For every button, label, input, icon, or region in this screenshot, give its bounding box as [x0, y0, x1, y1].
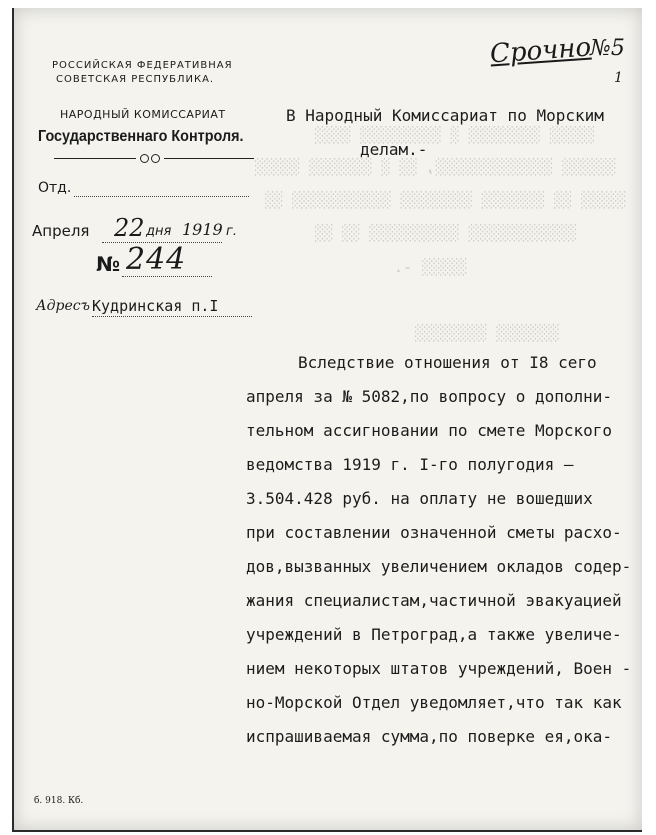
bleed-through-line: ░░░░░░░ ░░░░░░░░ [414, 324, 559, 342]
number-value: 244 [126, 242, 187, 277]
header-ornament [54, 154, 254, 164]
date-day: 22 [114, 214, 145, 242]
recipient-line-1: В Народный Комиссариат по Морским [286, 106, 604, 125]
bleed-through-line: ░░░░░ ░░ ░░░░░░░ ░░░░░░░░ ░░░░░░░░░░░ ░░ [264, 191, 626, 209]
body-line: апреля за № 5082,по вопросу о дополни- [246, 387, 613, 406]
body-line: ведомства 1919 г. I-го полугодия — [246, 455, 574, 474]
urgent-stamp: Срочно [489, 32, 593, 70]
bleed-through-line: ░░░░░ ░░░░░░░░ ░ ░░░░░░░░░ ░░░░ [314, 126, 594, 144]
body-line: учреждений в Петроград,а также увеличе- [246, 625, 622, 644]
body-line: дов,вызванных увеличением окладов содер- [246, 557, 632, 576]
date-year-suffix: г. [226, 224, 237, 239]
body-line: но-Морской Отдел уведомляет,что так как [246, 693, 622, 712]
document-page [12, 8, 642, 832]
address-label: Адресъ [36, 298, 90, 314]
body-line: Вследствие отношения от I8 сего [298, 353, 597, 372]
body-line: нием некоторых штатов учреждений, Воен - [246, 659, 632, 678]
body-line: жания специалистам,частичной эвакуацией [246, 591, 622, 610]
page-number: 1 [614, 70, 623, 86]
country-line-2: СОВЕТСКАЯ РЕСПУБЛИКА. [56, 74, 215, 85]
stamp-number: №5 [590, 36, 625, 61]
date-month: Апреля [32, 222, 90, 240]
department-title: Государственнаго Контроля. [38, 128, 244, 145]
otd-underline [74, 196, 249, 197]
date-year: 1919 [182, 220, 223, 239]
date-day-word: дня [146, 224, 172, 239]
body-line: при составлении означенной сметы расхо- [246, 523, 622, 542]
print-code: б. 918. Кб. [34, 796, 84, 806]
country-line-1: РОССИЙСКАЯ ФЕДЕРАТИВНАЯ [52, 60, 233, 71]
address-underline [92, 316, 252, 317]
address-value: Кудринская п.I [92, 297, 219, 315]
body-line: тельном ассигновании по смете Морского [246, 421, 613, 440]
body-line: 3.504.428 руб. на оплату не вошедших [246, 489, 593, 508]
recipient-line-2: делам.- [360, 140, 428, 159]
number-underline [122, 276, 212, 277]
number-label: № [96, 252, 121, 276]
body-line: испрашиваемая сумма,по поверке ея,ока- [246, 727, 613, 746]
otd-label: Отд. [38, 180, 72, 196]
commissariat-title: НАРОДНЫЙ КОМИССАРИАТ [60, 108, 226, 121]
bleed-through-line: ░░░░░ -. [394, 258, 467, 276]
bleed-through-line: ░░░░░░░░░░░░ ░░░░░░░░░░ ░░ ░░ [314, 224, 576, 242]
bleed-through-line: ░░░░░░ ░░░░░░░░░░░░░, ░░ ░ ░░░░░░░ ░░░░░ [254, 158, 616, 176]
